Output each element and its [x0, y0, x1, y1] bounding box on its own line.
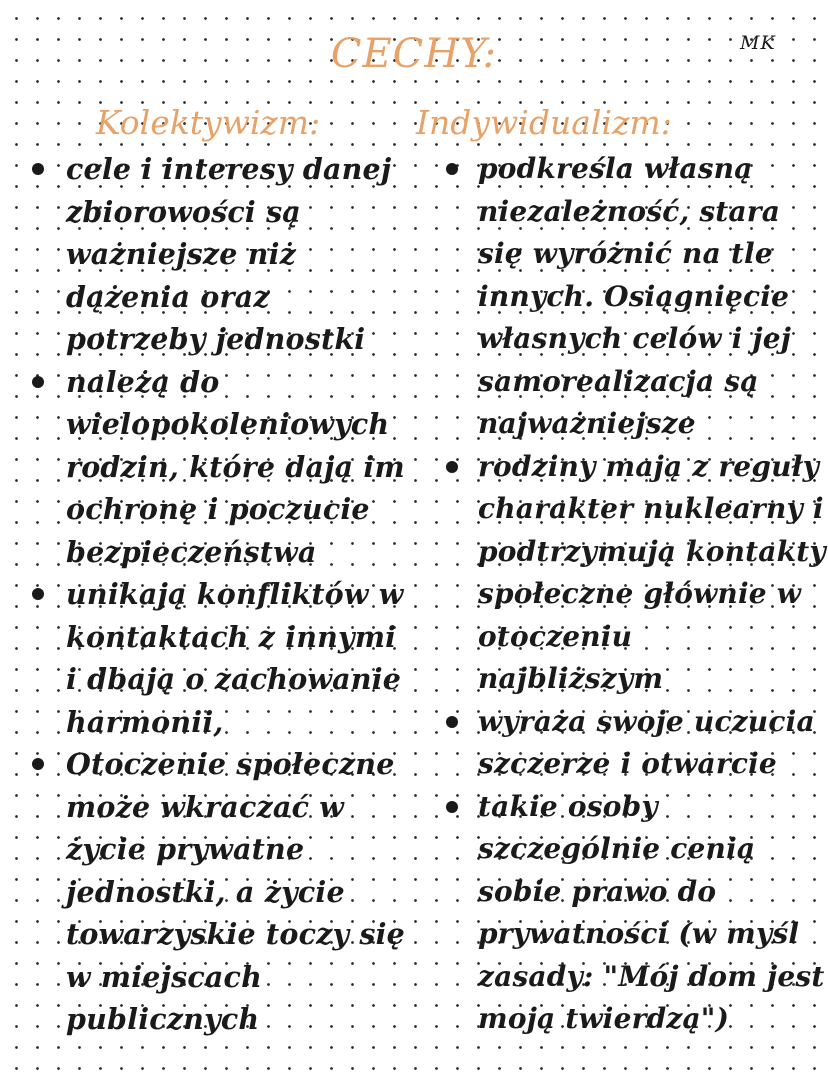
list-item — [28, 743, 416, 1041]
bullet-icon — [446, 163, 458, 175]
list-item — [442, 701, 826, 786]
author-initials: MK — [740, 32, 776, 54]
bullet-icon — [32, 758, 44, 770]
list-item-text: cele i interesy danej zbiorowości są ważniejsze niż dążenia oraz potrzeby jednostki — [66, 152, 392, 356]
bullet-icon — [446, 801, 458, 813]
bullet-icon — [446, 716, 458, 728]
heading-individualism: Indywidualizm: — [416, 103, 672, 142]
bullet-icon — [446, 461, 458, 473]
list-item-text: rodziny mają z reguły charakter nuklearny i podtrzymują kontakty społeczne głównie w otoczeniu najbliższym — [478, 449, 826, 695]
heading-collectivism: Kolektywizm: — [96, 103, 321, 142]
bullet-icon — [32, 588, 44, 600]
list-item-text: podkreśla własną niezależność, stara się wyróżnić na tle innych. Osiągnięcie własnych celów i jej samorealizacja są najważniejsze — [478, 152, 792, 440]
page-title: CECHY: — [330, 31, 498, 77]
bullet-icon — [32, 163, 44, 175]
list-item — [28, 361, 416, 574]
list-item — [28, 573, 416, 743]
list-item-text: należą do wielopokoleniowych rodzin, które dają im ochronę i poczucie bezpieczeństwa — [66, 364, 405, 569]
list-item — [442, 148, 826, 446]
individualism-list — [442, 148, 826, 1041]
list-item-text: wyraża swoje uczucia szczerze i otwarcie — [478, 704, 815, 780]
list-item-text: unikają konfliktów w kontaktach z innymi i dbają o zachowanie harmonii, — [66, 577, 404, 739]
list-item — [442, 446, 826, 701]
list-item-text: Otoczenie społeczne może wkraczać w życie prywatne jednostki, a życie towarzyskie toczy się w miejscach publicznych — [66, 747, 406, 1036]
list-item-text: takie osoby szczególnie cenią sobie prawo do prywatności (w myśl zasady: "Mój dom jest moją twierdzą") — [478, 789, 825, 1035]
list-item — [28, 148, 416, 361]
bullet-icon — [32, 376, 44, 388]
list-item — [442, 786, 826, 1041]
collectivism-list — [28, 148, 416, 1041]
